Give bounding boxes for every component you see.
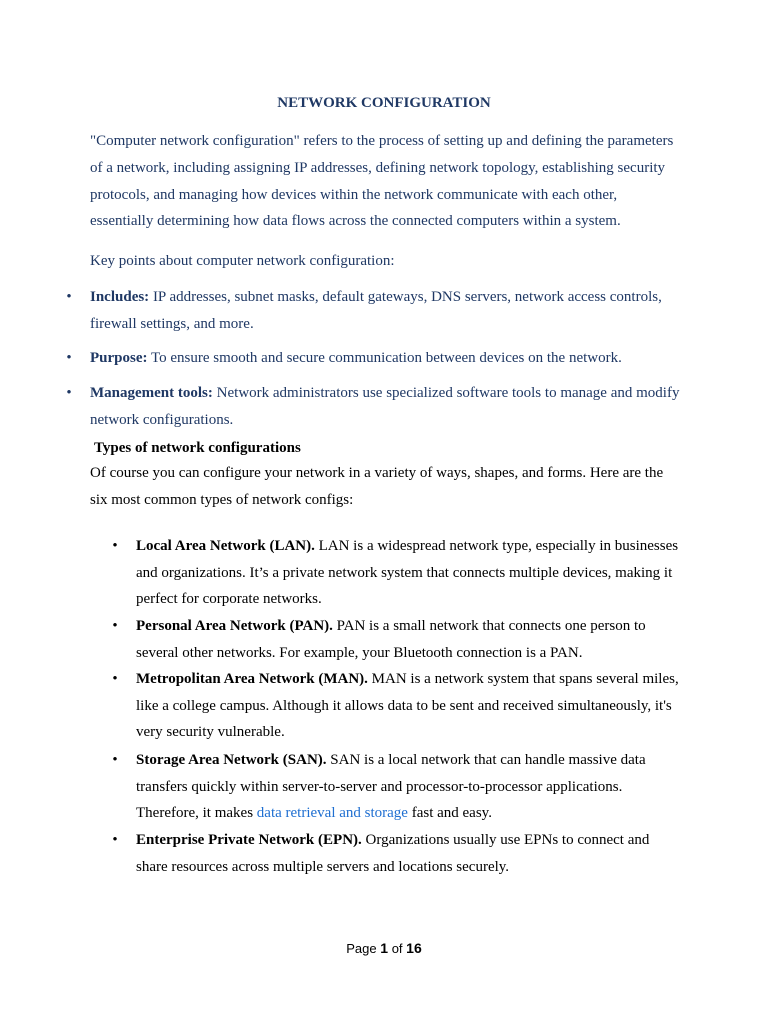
key-point-label: Purpose: (90, 350, 148, 366)
bullet-icon: • (112, 752, 118, 768)
key-point-label: Includes: (90, 289, 150, 305)
key-point-text: To ensure smooth and secure communication between devices on the network. (147, 350, 622, 366)
bullet-icon: • (66, 350, 72, 366)
footer-page-number: 1 (380, 940, 389, 956)
footer-of-word: of (391, 941, 403, 956)
type-label: Storage Area Network (SAN). (136, 752, 327, 768)
key-point-text: Network administrators use specialized software tools to manage and modify network configurations. (90, 385, 680, 428)
bullet-icon: • (112, 538, 118, 554)
type-item-epn (112, 827, 684, 880)
footer-page-word: Page (346, 941, 377, 956)
type-item-pan (112, 613, 684, 666)
key-point-management-tools (66, 380, 682, 434)
types-intro: Of course you can configure your network in a variety of ways, shapes, and forms. Here are the six most common types of network configs: (90, 465, 664, 508)
type-item-lan (112, 533, 684, 613)
data-retrieval-link[interactable]: data retrieval and storage (256, 805, 408, 822)
type-text: PAN is a small network that connects one person to several other networks. For example, your Bluetooth connection is a PAN. (136, 618, 646, 661)
type-label: Local Area Network (LAN). (136, 538, 315, 554)
key-point-label: Management tools: (90, 385, 213, 401)
type-text: SAN is a local network that can handle massive data transfers quickly within server-to-server and processor-to-processor applications. Therefore, it makes (136, 752, 646, 822)
key-point-text: IP addresses, subnet masks, default gateways, DNS servers, network access controls, firewall settings, and more. (90, 289, 662, 332)
key-point-purpose (66, 345, 682, 372)
type-text-after: fast and easy. (407, 805, 492, 822)
page-footer (0, 940, 768, 956)
type-text: MAN is a network system that spans several miles, like a college campus. Although it allows data to be sent and received simultaneously, it's very security vulnerable. (136, 671, 679, 741)
bullet-icon: • (66, 289, 72, 305)
key-points-heading: Key points about computer network configuration: (90, 253, 395, 269)
types-heading: Types of network configurations (94, 440, 301, 456)
type-label: Metropolitan Area Network (MAN). (136, 671, 368, 687)
footer-total-pages: 16 (406, 940, 422, 956)
bullet-icon: • (66, 385, 72, 401)
intro-paragraph: "Computer network configuration" refers to the process of setting up and defining the parameters of a network, including assigning IP addresses, defining network topology, establishing security protocols, and managing how devices within the network communicate with each other, essentially determining how data flows across the connected computers within a system. (90, 133, 674, 230)
type-text: LAN is a widespread network type, especially in businesses and organizations. It’s a private network system that connects multiple devices, making it perfect for corporate networks. (136, 538, 679, 608)
page-title: NETWORK CONFIGURATION (277, 95, 491, 111)
type-label: Enterprise Private Network (EPN). (136, 832, 362, 848)
bullet-icon: • (112, 671, 118, 687)
type-item-san (112, 747, 684, 827)
bullet-icon: • (112, 832, 118, 848)
key-point-includes (66, 284, 682, 338)
type-text: Organizations usually use EPNs to connect and share resources across multiple servers and locations securely. (136, 832, 650, 875)
type-label: Personal Area Network (PAN). (136, 618, 333, 634)
type-item-man (112, 666, 684, 746)
bullet-icon: • (112, 618, 118, 634)
